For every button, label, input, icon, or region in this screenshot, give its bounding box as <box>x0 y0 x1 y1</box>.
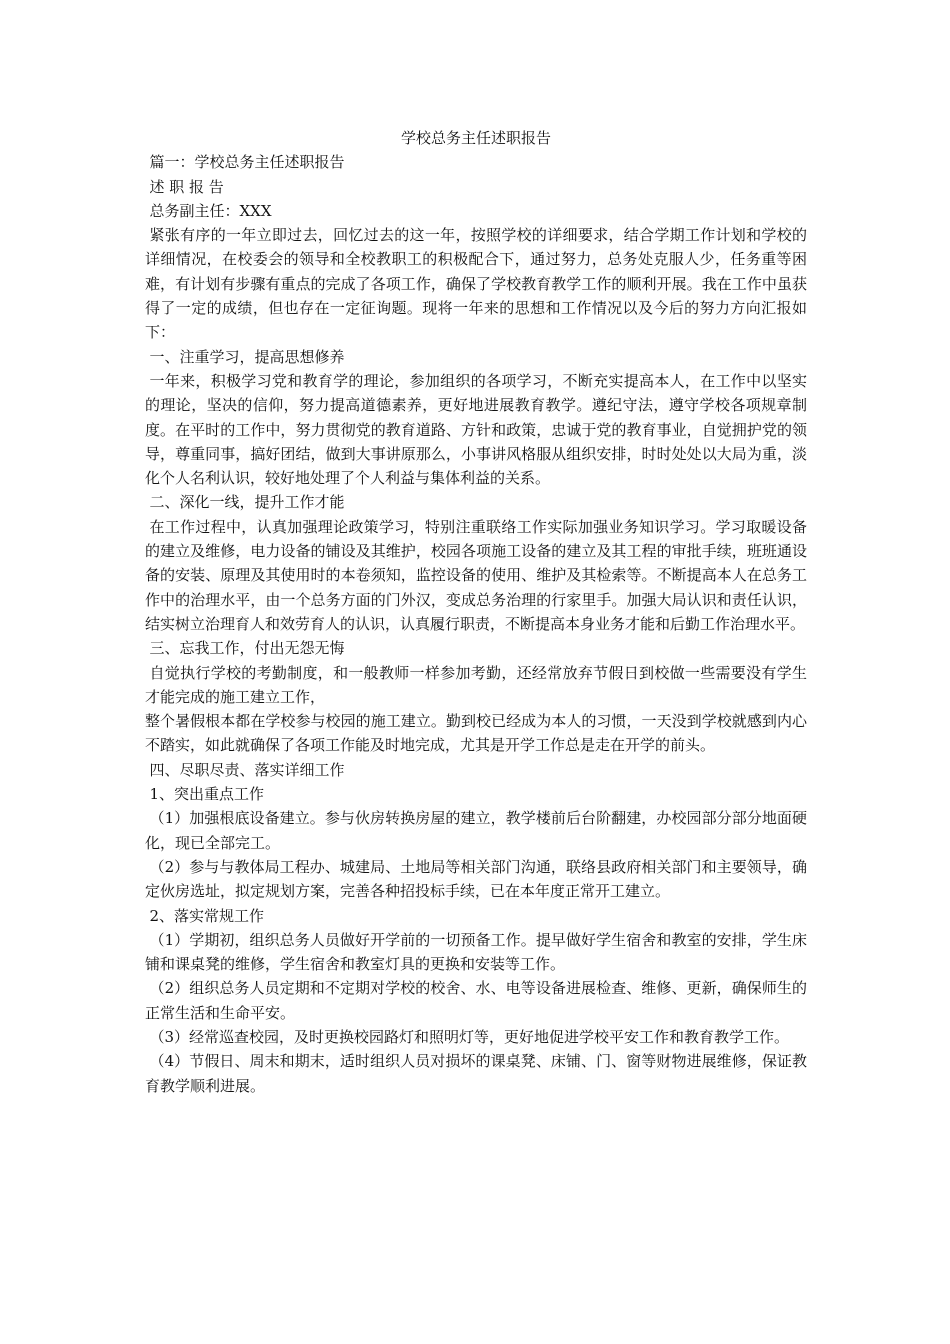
section-3-paragraph-b: 整个暑假根本都在学校参与校园的施工建立。勤到校已经成为本人的习惯，一天没到学校就感到内心不踏实，如此就确保了各项工作能及时地完成，尤其是开学工作总是走在开学的前头。 <box>145 712 807 755</box>
section-heading-4: 四、尽职尽责、落实详细工作 <box>149 760 345 779</box>
section-heading-3: 三、忘我工作，付出无怨无悔 <box>149 639 345 658</box>
list-item: （4）节假日、周末和期末，适时组织人员对损坏的课桌凳、床铺、门、窗等财物进展维修，保证教育教学顺利进展。 <box>145 1052 807 1095</box>
section-heading-2: 二、深化一线，提升工作才能 <box>149 493 345 512</box>
chapter-heading: 篇一：学校总务主任述职报告 <box>149 153 345 172</box>
document-title: 学校总务主任述职报告 <box>400 129 551 147</box>
list-item: （3）经常巡查校园，及时更换校园路灯和照明灯等，更好地促进学校平安工作和教育教学工作。 <box>149 1027 790 1046</box>
document-page <box>145 126 807 1098</box>
list-item: （2）组织总务人员定期和不定期对学校的校舍、水、电等设备进展检查、维修、更新，确保师生的正常生活和生命平安。 <box>145 979 807 1022</box>
report-heading: 述 职 报 告 <box>149 177 224 196</box>
list-item: （1）加强根底设备建立。参与伙房转换房屋的建立，教学楼前后台阶翻建，办校园部分部分地面硬化，现已全部完工。 <box>145 809 807 852</box>
section-heading-1: 一、注重学习，提高思想修养 <box>149 347 345 366</box>
author-line: 总务副主任：XXX <box>149 201 272 220</box>
subsection-heading-1: 1、突出重点工作 <box>149 785 265 804</box>
section-2-paragraph: 在工作过程中，认真加强理论政策学习，特别注重联络工作实际加强业务知识学习。学习取暖设备的建立及维修，电力设备的铺设及其维护，校园各项施工设备的建立及其工程的审批手续，班班通设备的安装、原理及其使用时的本卷须知，监控设备的使用、维护及其检索等。不断提高本人在总务工作中的治理水平，由一个总务方面的门外汉，变成总务治理的行家里手。加强大局认识和责任认识，结实树立治理育人和效劳育人的认识，认真履行职责，不断提高本身业务才能和后勤工作治理水平。 <box>145 517 807 633</box>
list-item: （2）参与与教体局工程办、城建局、土地局等相关部门沟通，联络县政府相关部门和主要领导，确定伙房选址，拟定规划方案，完善各种招投标手续，已在本年度正常开工建立。 <box>145 857 807 901</box>
list-item: （1）学期初，组织总务人员做好开学前的一切预备工作。提早做好学生宿舍和教室的安排，学生床铺和课桌凳的维修，学生宿舍和教室灯具的更换和安装等工作。 <box>145 930 807 974</box>
subsection-heading-2: 2、落实常规工作 <box>149 906 265 925</box>
section-3-paragraph-a: 自觉执行学校的考勤制度，和一般教师一样参加考勤，还经常放弃节假日到校做一些需要没有学生才能完成的施工建立工作， <box>145 663 807 706</box>
intro-paragraph: 紧张有序的一年立即过去，回忆过去的这一年，按照学校的详细要求，结合学期工作计划和学校的详细情况，在校委会的领导和全校教职工的积极配合下，通过努力，总务处克服人少，任务重等困难，有计划有步骤有重点的完成了各项工作，确保了学校教育教学工作的顺利开展。我在工作中虽获得了一定的成绩，但也存在一定征询题。现将一年来的思想和工作情况以及今后的努力方向汇报如下： <box>145 226 807 342</box>
section-1-paragraph: 一年来，积极学习党和教育学的理论，参加组织的各项学习，不断充实提高本人，在工作中以坚实的理论，坚决的信仰，努力提高道德素养，更好地进展教育教学。遵纪守法，遵守学校各项规章制度。在平时的工作中，努力贯彻党的教育道路、方针和政策，忠诚于党的教育事业，自觉拥护党的领导，尊重同事，搞好团结，做到大事讲原那么，小事讲风格服从组织安排，时时处处以大局为重，淡化个人名利认识，较好地处理了个人利益与集体利益的关系。 <box>145 371 807 488</box>
